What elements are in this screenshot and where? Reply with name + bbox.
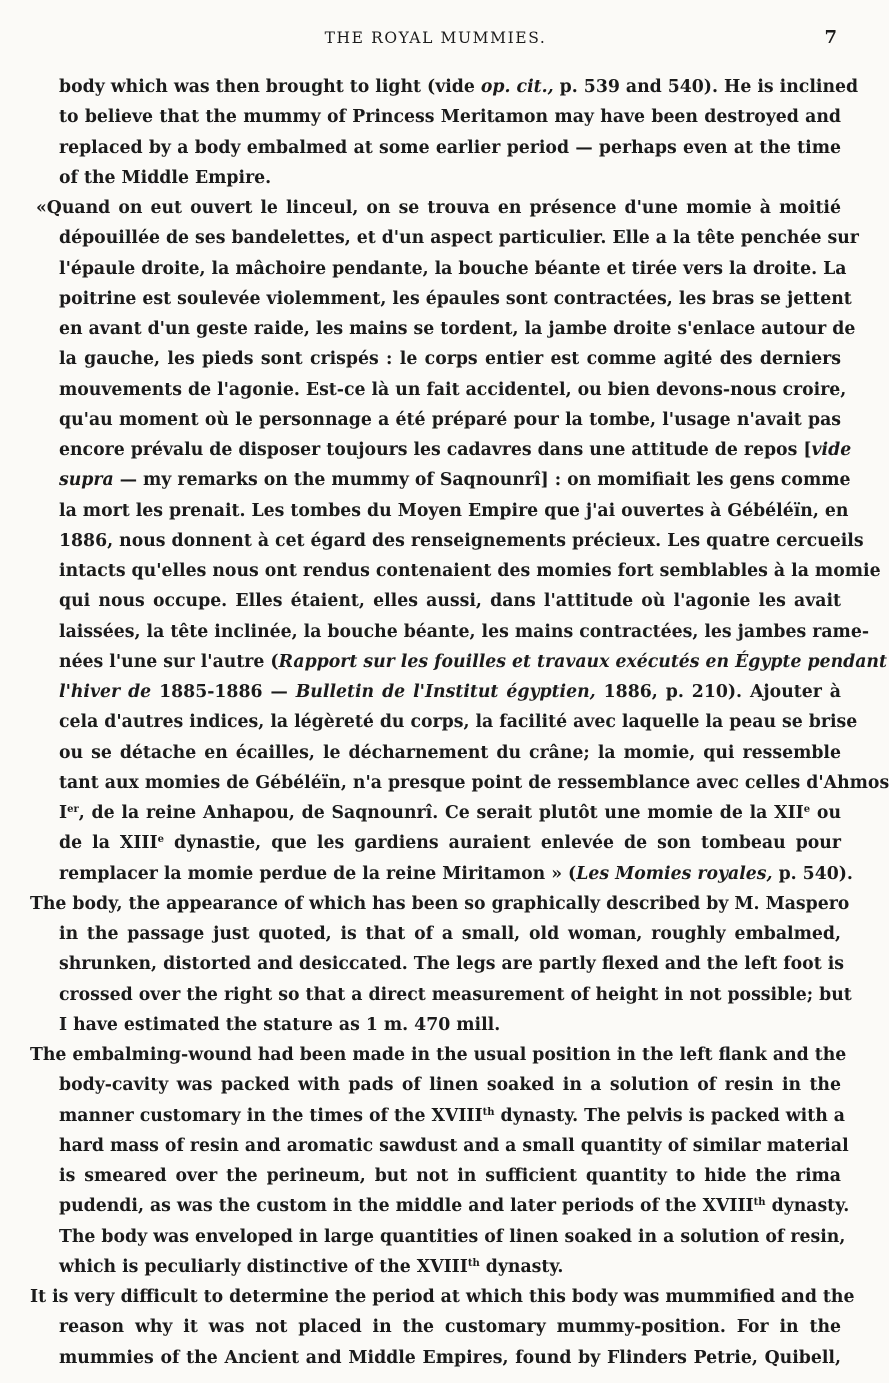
continued-paragraph-line: to believe that the mummy of Princess Meritamon may have been destroyed and [59, 107, 841, 128]
description-paragraph-line: shrunken, distorted and desiccated. The legs are partly flexed and the left foot is [59, 954, 845, 975]
maspero-quotation-line: supra — my remarks on the mummy of Saqnounrî] : on momifiait les gens comme [59, 470, 851, 491]
maspero-quotation-line: qu'au moment où le personnage a été préparé pour la tombe, l'usage n'avait pas [59, 409, 841, 430]
maspero-quotation-line: 1886, nous donnent à cet égard des renseignements précieux. Les quatre cercueils [59, 530, 864, 551]
embalming-paragraph-line: hard mass of resin and aromatic sawdust and a small quantity of similar material [59, 1135, 849, 1156]
maspero-quotation-line: laissées, la tête inclinée, la bouche béante, les mains contractées, les jambes rame- [59, 621, 869, 642]
maspero-quotation-line: remplacer la momie perdue de la reine Miritamon » (Les Momies royales, p. 540). [59, 863, 853, 884]
embalming-paragraph-line: manner customary in the times of the XVIIIth dynasty. The pelvis is packed with a [59, 1105, 845, 1126]
maspero-quotation-line: intacts qu'elles nous ont rendus contenaient des momies fort semblables à la momie [59, 561, 881, 581]
period-paragraph-line: mummies of the Ancient and Middle Empires, found by Flinders Petrie, Quibell, [59, 1347, 841, 1368]
maspero-quotation-line: mouvements de l'agonie. Est-ce là un fait accidentel, ou bien devons-nous croire, [59, 379, 847, 400]
maspero-quotation-line: «Quand on eut ouvert le linceul, on se trouva en présence d'une momie à moitié [36, 198, 841, 218]
description-paragraph-line: I have estimated the stature as 1 m. 470 mill. [59, 1014, 501, 1035]
running-title: THE ROYAL MUMMIES. [324, 29, 547, 47]
description-paragraph-line: The body, the appearance of which has been so graphically described by M. Maspero [30, 893, 850, 914]
embalming-paragraph-line: is smeared over the perineum, but not in sufficient quantity to hide the rima [59, 1166, 841, 1186]
maspero-quotation-line: l'hiver de 1885-1886 — Bulletin de l'Institut égyptien, 1886, p. 210). Ajouter à [59, 682, 842, 702]
maspero-quotation-line: la gauche, les pieds sont crispés : le corps entier est comme agité des derniers [59, 349, 841, 370]
description-paragraph-line: crossed over the right so that a direct measurement of height in not possible; but [59, 984, 852, 1005]
maspero-quotation-line: qui nous occupe. Elles étaient, elles aussi, dans l'attitude où l'agonie les avait [59, 591, 841, 612]
page-number: 7 [824, 27, 837, 48]
maspero-quotation-line: encore prévalu de disposer toujours les cadavres dans une attitude de repos [vide [59, 440, 852, 460]
running-head [0, 27, 871, 51]
embalming-paragraph-line: body-cavity was packed with pads of linen soaked in a solution of resin in the [59, 1075, 841, 1096]
maspero-quotation-line: ou se détache en écailles, le décharnement du crâne; la momie, qui ressemble [59, 742, 841, 763]
continued-paragraph-line: body which was then brought to light (vide op. cit., p. 539 and 540). He is inclined [59, 77, 859, 97]
maspero-quotation-line: Ier, de la reine Anhapou, de Saqnounrî. Ce serait plutôt une momie de la XIIe ou [59, 803, 842, 823]
embalming-paragraph-line: which is peculiarly distinctive of the XVIIIth dynasty. [59, 1256, 564, 1277]
maspero-quotation-line: l'épaule droite, la mâchoire pendante, la bouche béante et tirée vers la droite. La [59, 258, 847, 279]
continued-paragraph-line: of the Middle Empire. [59, 167, 272, 188]
maspero-quotation-line: nées l'une sur l'autre (Rapport sur les fouilles et travaux exécutés en Égypte pendant [59, 651, 887, 672]
maspero-quotation-line: poitrine est soulevée violemment, les épaules sont contractées, les bras se jettent [59, 288, 852, 309]
period-paragraph-line: It is very difficult to determine the period at which this body was mummified and the [30, 1287, 855, 1307]
embalming-paragraph-line: The body was enveloped in large quantities of linen soaked in a solution of resin, [59, 1226, 846, 1247]
period-paragraph-line: reason why it was not placed in the customary mummy-position. For in the [59, 1317, 841, 1338]
maspero-quotation-line: en avant d'un geste raide, les mains se tordent, la jambe droite s'enlace autour de [59, 319, 856, 339]
embalming-paragraph-line: The embalming-wound had been made in the usual position in the left flank and the [30, 1045, 847, 1065]
embalming-paragraph-line: pudendi, as was the custom in the middle and later periods of the XVIIIth dynasty. [59, 1196, 850, 1217]
maspero-quotation-line: la mort les prenait. Les tombes du Moyen Empire que j'ai ouvertes à Gébéléïn, en [59, 500, 849, 521]
continued-paragraph-line: replaced by a body embalmed at some earlier period — perhaps even at the time [59, 137, 841, 158]
maspero-quotation-line: dépouillée de ses bandelettes, et d'un aspect particulier. Elle a la tête penchée sur [59, 228, 859, 249]
maspero-quotation-line: tant aux momies de Gébéléïn, n'a presque point de ressemblance avec celles d'Ahmos [59, 772, 889, 793]
maspero-quotation-line: de la XIIIe dynastie, que les gardiens auraient enlevée de son tombeau pour [59, 833, 841, 854]
maspero-quotation-line: cela d'autres indices, la légèreté du corps, la facilité avec laquelle la peau se brise [59, 712, 858, 733]
description-paragraph-line: in the passage just quoted, is that of a small, old woman, roughly embalmed, [59, 924, 841, 944]
